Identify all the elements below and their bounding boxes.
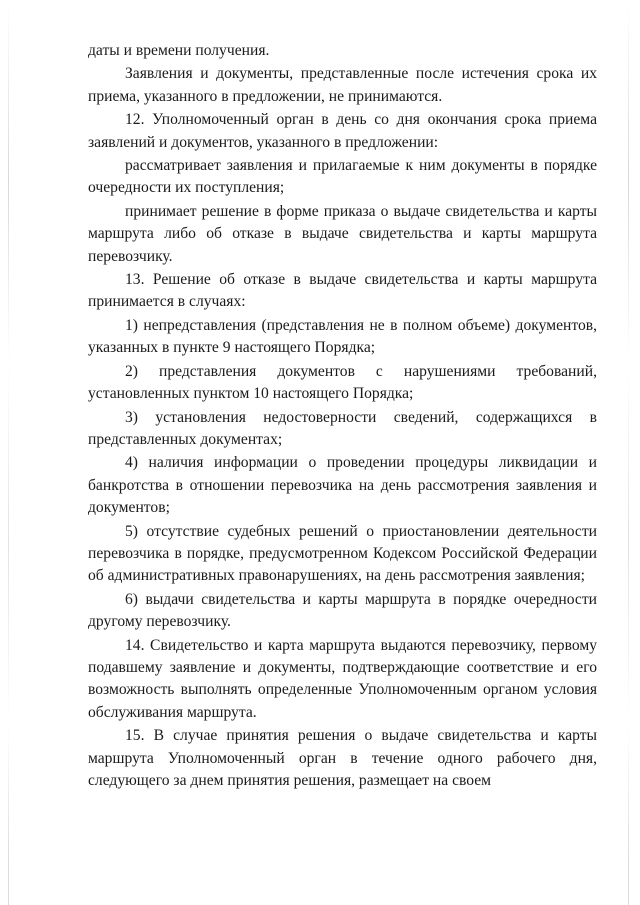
paragraph-item-12: 12. Уполномоченный орган в день со дня окончания срока приема заявлений и документов, указанного в предложении: [88, 111, 597, 151]
paragraph-item-13-case-6: 6) выдачи свидетельства и карты маршрута в порядке очередности другому перевозчику. [88, 590, 597, 631]
paragraph-item-13: 13. Решение об отказе в выдаче свидетельства и карты маршрута принимается в случаях: [88, 271, 597, 311]
scan-edge-left [8, 0, 9, 905]
scan-edge-right [628, 0, 629, 905]
paragraph-item-12-review: рассматривает заявления и прилагаемые к ним документы в порядке очередности их поступления; [88, 157, 597, 197]
paragraph-item-13-case-4: 4) наличия информации о проведении процедуры ликвидации и банкротства в отношении перевозчика на день рассмотрения заявления и документов; [88, 454, 597, 517]
paragraph-item-13-case-5: 5) отсутствие судебных решений о приостановлении деятельности перевозчика в порядке, предусмотренном Кодексом Российской Федерации об административных правонарушениях, на день рассмотрения заявления; [88, 522, 597, 585]
document-page [88, 40, 597, 792]
paragraph-item-13-case-3: 3) установления недостоверности сведений, содержащихся в представленных документах; [88, 408, 597, 448]
paragraph-item-12-decision: принимает решение в форме приказа о выдаче свидетельства и карты маршрута либо об отказе в выдаче свидетельства и карты маршрута перевозчику. [88, 202, 597, 265]
paragraph-item-13-case-2: 2) представления документов с нарушениями требований, установленных пунктом 10 настоящего Порядка; [88, 362, 597, 403]
paragraph-item-14: 14. Свидетельство и карта маршрута выдаются перевозчику, первому подавшему заявление и документы, подтверждающие соответствие и его возможность выполнять определенные Уполномоченным органом условия обслуживания маршрута. [88, 636, 597, 721]
paragraph-item-13-case-1: 1) непредставления (представления не в полном объеме) документов, указанных в пункте 9 настоящего Порядка; [88, 316, 597, 357]
paragraph-item-15: 15. В случае принятия решения о выдаче свидетельства и карты маршрута Уполномоченный орган в течение одного рабочего дня, следующего за днем принятия решения, размещает на своем [88, 727, 597, 789]
paragraph-late-submissions: Заявления и документы, представленные после истечения срока их приема, указанного в предложении, не принимаются. [88, 65, 597, 105]
paragraph-continuation: даты и времени получения. [88, 42, 270, 59]
